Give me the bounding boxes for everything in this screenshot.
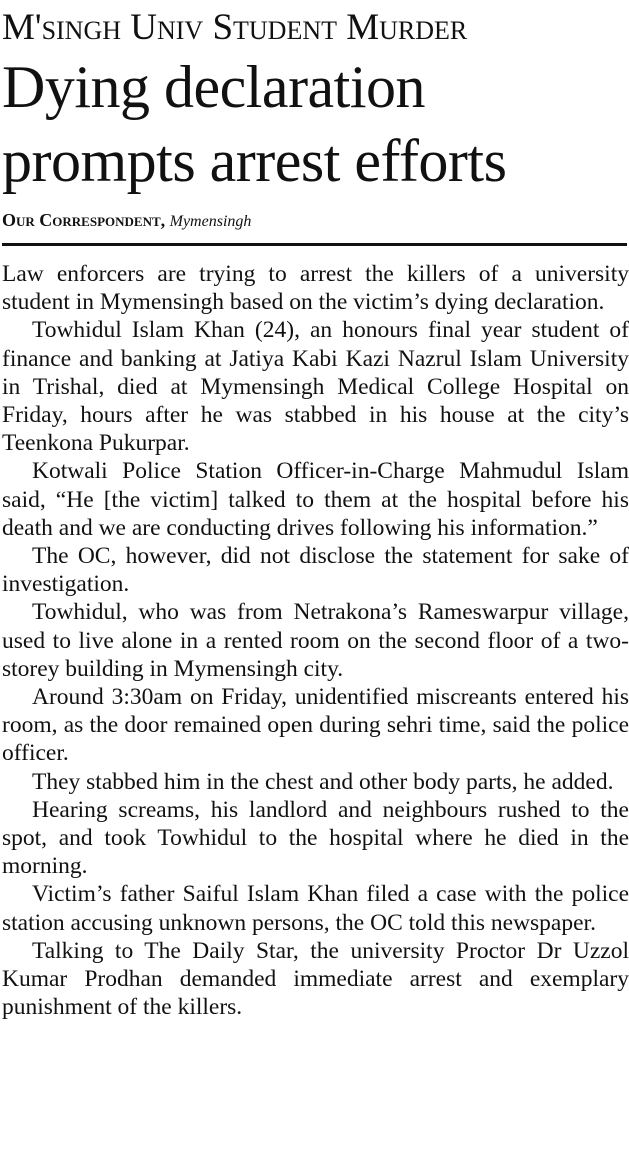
article-kicker: M'singh Univ Student Murder <box>2 7 468 48</box>
body-paragraph: Victim’s father Saiful Islam Khan filed a case with the police station accusing unknown persons, the OC told this newspaper. <box>2 881 629 936</box>
article-headline: Dying declaration prompts arrest efforts <box>2 54 507 194</box>
headline-divider <box>2 243 627 246</box>
body-paragraph: Towhidul, who was from Netrakona’s Rameswarpur village, used to live alone in a rented room on the second floor of a two-storey building in Mymensingh city. <box>2 599 629 682</box>
body-paragraph: Kotwali Police Station Officer-in-Charge Mahmudul Islam said, “He [the victim] talked to them at the hospital before his death and we are conducting drives following his information.” <box>2 458 629 541</box>
news-article <box>0 8 629 1021</box>
body-paragraph: The OC, however, did not disclose the statement for sake of investigation. <box>2 543 629 598</box>
byline-author: Our Correspondent, <box>2 210 166 230</box>
article-body <box>2 260 629 1021</box>
body-paragraph: Towhidul Islam Khan (24), an honours final year student of finance and banking at Jatiya Kabi Kazi Nazrul Islam University in Trishal, died at Mymensingh Medical College Hospital on Friday, hours after he was stabbed in his house at the city’s Teenkona Pukurpar. <box>2 317 629 457</box>
article-byline <box>2 208 629 234</box>
byline-place: Mymensingh <box>169 213 252 230</box>
body-paragraph: Around 3:30am on Friday, unidentified miscreants entered his room, as the door remained open during sehri time, said the police officer. <box>2 684 629 767</box>
body-paragraph: Hearing screams, his landlord and neighbours rushed to the spot, and took Towhidul to the hospital where he died in the morning. <box>2 796 629 880</box>
body-paragraph: They stabbed him in the chest and other body parts, he added. <box>32 768 614 795</box>
body-paragraph: Law enforcers are trying to arrest the killers of a university student in Mymensingh based on the victim’s dying declaration. <box>2 261 629 316</box>
body-paragraph: Talking to The Daily Star, the university Proctor Dr Uzzol Kumar Prodhan demanded immediate arrest and exemplary punishment of the killers. <box>2 937 629 1021</box>
